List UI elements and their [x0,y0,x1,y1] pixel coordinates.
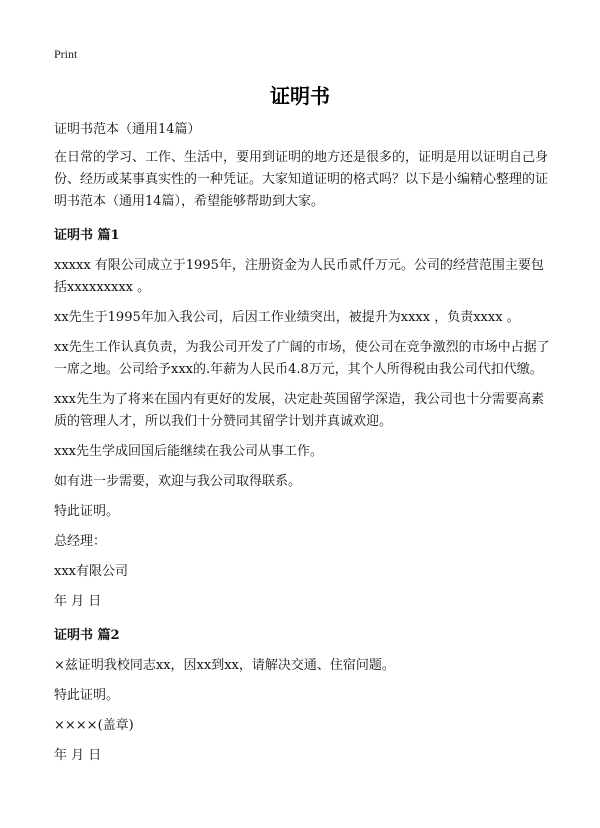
paragraph: 特此证明。 [54,504,120,519]
document-subtitle: 证明书范本（通用14篇） [54,122,201,137]
paragraph: xx先生工作认真负责，为我公司开发了广阔的市场，使公司在竞争激烈的市场中占据了一席之地。公司给予xxx的.年薪为人民币4.8万元，其个人所得税由我公司代扣代缴。 [54,340,550,377]
print-label: Print [54,47,78,61]
seal-line: ××××(盖章) [54,718,134,733]
paragraph: 如有进一步需要，欢迎与我公司取得联系。 [54,474,302,489]
section-heading: 证明书 篇1 [54,228,120,243]
intro-paragraph: 在日常的学习、工作、生活中，要用到证明的地方还是很多的，证明是用以证明自己身份、经历或某事真实性的一种凭证。大家知道证明的格式吗？以下是小编精心整理的证明书范本（通用14篇），希望能够帮助到大家。 [54,150,549,209]
date-line: 年 月 日 [54,748,102,763]
page-title: 证明书 [270,84,330,108]
section-heading: 证明书 篇2 [54,628,120,643]
paragraph: 特此证明。 [54,688,120,703]
paragraph: xxx先生学成回国后能继续在我公司从事工作。 [54,444,323,459]
paragraph: xxxxx 有限公司成立于1995年，注册资金为人民币贰仟万元。公司的经营范围主要包括xxxxxxxxx 。 [54,258,544,295]
paragraph: ×兹证明我校同志xx，因xx到xx，请解决交通、住宿问题。 [54,658,395,673]
document-body [54,119,554,775]
paragraph: xx先生于1995年加入我公司，后因工作业绩突出，被提升为xxxx ，负责xxxx 。 [54,310,520,325]
paragraph: xxx先生为了将来在国内有更好的发展，决定赴英国留学深造，我公司也十分需要高素质的管理人才，所以我们十分赞同其留学计划并真诚欢迎。 [54,392,544,429]
signatory-label: 总经理： [54,534,107,549]
company-name: xxx有限公司 [54,564,128,579]
date-line: 年 月 日 [54,594,102,609]
